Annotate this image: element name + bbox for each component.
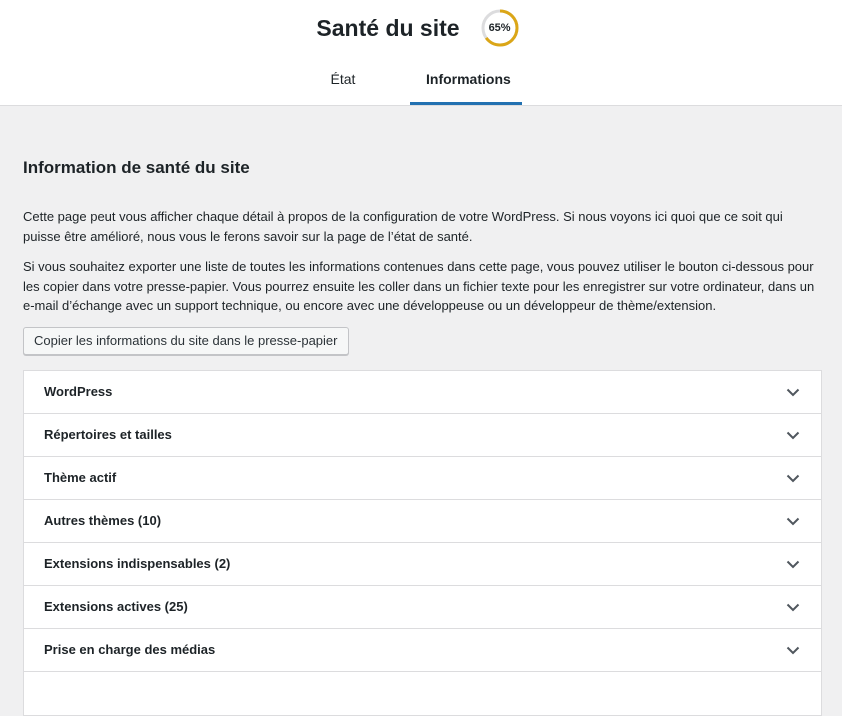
export-paragraph: Si vous souhaitez exporter une liste de toutes les informations contenues dans cette page, vous pouvez utiliser le bouton ci-dessous pour les copier dans votre presse-papier. Vous pourrez ensuite les coller dans un fichier texte pour les enregistrer sur votre ordinateur, dans un e-mail d’échange avec un support technique, ou encore avec une développeuse ou un développeur de thème/extension. — [23, 259, 815, 313]
accordion-item-partial[interactable] — [24, 672, 821, 715]
accordion-item-active-theme[interactable] — [24, 457, 821, 500]
accordion-item-media-support[interactable] — [24, 629, 821, 672]
page-header — [0, 0, 842, 106]
info-accordion — [23, 370, 822, 716]
title-wrap — [0, 8, 842, 48]
page-title: Santé du site — [316, 14, 460, 41]
chevron-down-icon — [785, 599, 801, 615]
tab-informations[interactable]: Informations — [410, 69, 522, 105]
accordion-item-label: Thème actif — [44, 470, 117, 485]
accordion-item-directories[interactable] — [24, 414, 821, 457]
accordion-item-label: Répertoires et tailles — [44, 427, 172, 442]
accordion-item-label: Prise en charge des médias — [44, 642, 216, 657]
chevron-down-icon — [785, 470, 801, 486]
chevron-down-icon — [785, 427, 801, 443]
accordion-item-must-use-plugins[interactable] — [24, 543, 821, 586]
accordion-item-label: Extensions actives (25) — [44, 599, 188, 614]
chevron-down-icon — [785, 384, 801, 400]
tab-etat[interactable]: État — [330, 71, 356, 87]
accordion-item-wordpress[interactable] — [24, 371, 821, 414]
health-progress-indicator — [480, 8, 520, 48]
accordion-item-label: Autres thèmes (10) — [44, 513, 162, 528]
copy-site-info-button[interactable]: Copier les informations du site dans le presse-papier — [23, 327, 349, 355]
intro-paragraph: Cette page peut vous afficher chaque détail à propos de la configuration de votre WordPress. Si nous voyons ici quoi que ce soit qui puisse être amélioré, nous vous le ferons savoir sur la page de l’état de santé. — [23, 209, 783, 244]
accordion-item-other-themes[interactable] — [24, 500, 821, 543]
progress-percent: 65% — [488, 22, 511, 34]
accordion-item-label: Extensions indispensables (2) — [44, 556, 231, 571]
accordion-item-label: WordPress — [44, 384, 113, 399]
chevron-down-icon — [785, 556, 801, 572]
section-heading: Information de santé du site — [23, 158, 250, 177]
chevron-down-icon — [785, 642, 801, 658]
main-content — [0, 106, 842, 716]
tab-nav — [0, 69, 842, 105]
chevron-down-icon — [785, 513, 801, 529]
accordion-item-active-plugins[interactable] — [24, 586, 821, 629]
